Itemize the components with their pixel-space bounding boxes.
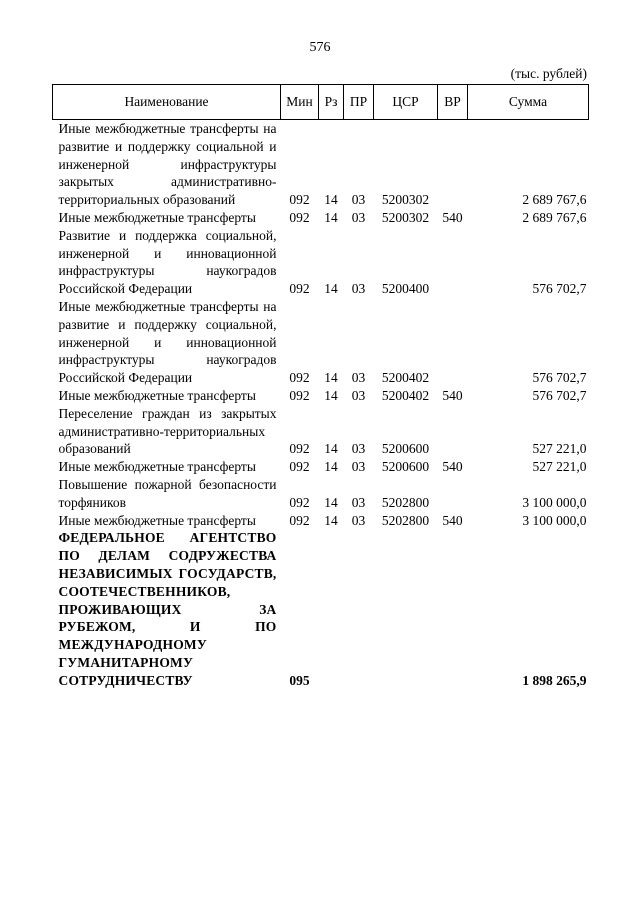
row-name: Переселение граждан из закрытых административно-территориальных образований (58, 405, 277, 457)
row-vr (438, 298, 468, 387)
row-csr (374, 529, 438, 689)
row-csr: 5200402 (381, 370, 430, 386)
row-rz: 14 (324, 370, 338, 386)
header-sum: Сумма (468, 85, 589, 120)
row-csr: 5202800 (381, 512, 430, 528)
row-min: 092 (289, 459, 310, 475)
row-pr: 03 (351, 209, 366, 225)
row-name: Развитие и поддержка социальной, инженерной и инновационной инфраструктуры наукоградов Российской Федерации (58, 227, 277, 297)
row-sum: 527 221,0 (532, 459, 587, 475)
row-min: 092 (289, 441, 310, 457)
header-pr: ПР (344, 85, 374, 120)
row-csr: 5200402 (381, 387, 430, 403)
row-name: Иные межбюджетные трансферты (58, 209, 256, 225)
row-rz: 14 (324, 209, 338, 225)
units-note: (тыс. рублей) (510, 66, 587, 81)
row-pr: 03 (351, 494, 366, 510)
row-sum: 3 100 000,0 (522, 512, 587, 528)
row-min: 095 (289, 672, 310, 688)
row-csr: 5200302 (381, 192, 430, 208)
row-pr: 03 (351, 512, 366, 528)
row-name: ФЕДЕРАЛЬНОЕ АГЕНТСТВО ПО ДЕЛАМ СОДРУЖЕСТВА НЕЗАВИСИМЫХ ГОСУДАРСТВ, СООТЕЧЕСТВЕННИКОВ, ПРОЖИВАЮЩИХ ЗА РУБЕЖОМ, И ПО МЕЖДУНАРОДНОМУ ГУМАНИТАРНОМУ СОТРУДНИЧЕСТВУ (58, 530, 277, 688)
row-pr: 03 (351, 441, 366, 457)
row-min: 092 (289, 387, 310, 403)
row-name: Иные межбюджетные трансферты на развитие и поддержку социальной и инженерной инфраструктуры закрытых административно-территориальных образований (58, 121, 277, 208)
row-sum: 2 689 767,6 (522, 209, 587, 225)
row-name: Повышение пожарной безопасности торфяников (58, 476, 277, 510)
row-name: Иные межбюджетные трансферты (58, 459, 256, 475)
row-rz: 14 (324, 281, 338, 297)
page-number: 576 (309, 40, 331, 55)
row-name: Иные межбюджетные трансферты на развитие и поддержку социальной, инженерной и инновационной инфраструктуры наукоградов Российской Федерации (58, 298, 277, 386)
row-sum: 2 689 767,6 (522, 192, 587, 208)
row-vr (438, 405, 468, 458)
row-vr: 540 (442, 209, 463, 225)
header-vr: ВР (438, 85, 468, 120)
row-min: 092 (289, 494, 310, 510)
row-pr: 03 (351, 387, 366, 403)
row-csr: 5200302 (381, 209, 430, 225)
table-row (53, 209, 589, 227)
table-row (53, 120, 589, 209)
table-row (53, 512, 589, 530)
table-header (53, 85, 589, 120)
row-pr: 03 (351, 459, 366, 475)
table-row (53, 476, 589, 512)
row-rz: 14 (324, 512, 338, 528)
budget-table (52, 84, 589, 690)
row-csr: 5200600 (381, 459, 430, 475)
row-csr: 5200600 (381, 441, 430, 457)
table-row (53, 227, 589, 298)
row-name: Иные межбюджетные трансферты (58, 512, 256, 528)
table-row (53, 458, 589, 476)
table-body (53, 120, 589, 690)
row-pr: 03 (351, 281, 366, 297)
header-min: Мин (281, 85, 319, 120)
row-min: 092 (289, 512, 310, 528)
row-pr: 03 (351, 370, 366, 386)
row-vr: 540 (442, 459, 463, 475)
header-rz: Рз (319, 85, 344, 120)
table-row (53, 298, 589, 387)
row-pr: 03 (351, 192, 366, 208)
row-min: 092 (289, 209, 310, 225)
row-rz: 14 (324, 459, 338, 475)
row-sum: 576 702,7 (532, 281, 587, 297)
row-csr: 5200400 (381, 281, 430, 297)
row-csr: 5202800 (381, 494, 430, 510)
row-vr (438, 476, 468, 512)
row-min: 092 (289, 192, 310, 208)
row-sum: 576 702,7 (532, 387, 587, 403)
row-rz: 14 (324, 192, 338, 208)
row-min: 092 (289, 370, 310, 386)
row-rz: 14 (324, 441, 338, 457)
row-rz: 14 (324, 387, 338, 403)
table-row-agency-total (53, 529, 589, 689)
row-sum: 576 702,7 (532, 370, 587, 386)
table-row (53, 405, 589, 458)
row-vr (438, 227, 468, 298)
row-rz (319, 529, 344, 689)
row-pr (344, 529, 374, 689)
row-min: 092 (289, 281, 310, 297)
row-sum: 3 100 000,0 (522, 494, 587, 510)
row-rz: 14 (324, 494, 338, 510)
header-csr: ЦСР (374, 85, 438, 120)
row-sum: 527 221,0 (532, 441, 587, 457)
row-vr (438, 120, 468, 209)
row-name: Иные межбюджетные трансферты (58, 387, 256, 403)
row-vr (438, 529, 468, 689)
header-name: Наименование (53, 85, 281, 120)
table-row (53, 387, 589, 405)
row-sum: 1 898 265,9 (522, 672, 587, 688)
row-vr: 540 (442, 512, 463, 528)
row-vr: 540 (442, 387, 463, 403)
